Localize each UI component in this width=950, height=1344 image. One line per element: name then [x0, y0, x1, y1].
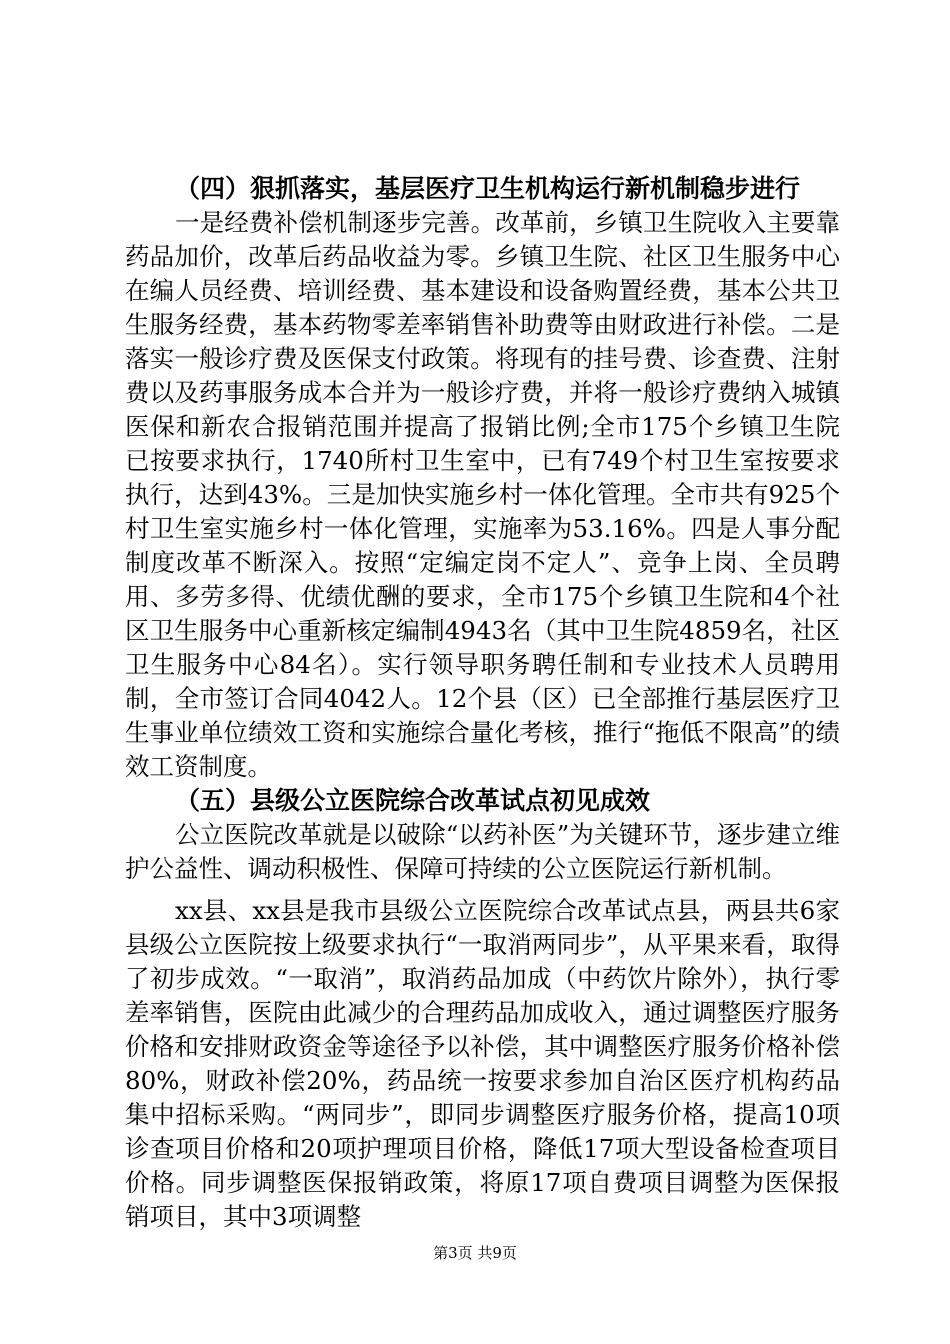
section-heading-5: （五）县级公立医院综合改革试点初见成效 [175, 786, 651, 815]
document-body [125, 172, 840, 1234]
section-5-paragraph-2: xx县、xx县是我市县级公立医院综合改革试点县，两县共6家县级公立医院按上级要求执行“一取消两同步”，从平果来看，取得了初步成效。“一取消”，取消药品加成（中药饮片除外），执行零差率销售，医院由此减少的合理药品加成收入，通过调整医疗服务价格和安排财政资金等途径予以补偿，其中调整医疗服务价格补偿80%，财政补偿20%，药品统一按要求参加自治区医疗机构药品集中招标采购。“两同步”，即同步调整医疗服务价格，提高10项诊查项目价格和20项护理项目价格，降低17项大型设备检查项目价格。同步调整医保报销政策，将原17项自费项目调整为医保报销项目，其中3项调整 [125, 896, 840, 1231]
section-heading-4: （四）狠抓落实，基层医疗卫生机构运行新机制稳步进行 [175, 174, 801, 203]
section-4-paragraph: 一是经费补偿机制逐步完善。改革前，乡镇卫生院收入主要靠药品加价，改革后药品收益为零。乡镇卫生院、社区卫生服务中心在编人员经费、培训经费、基本建设和设备购置经费，基本公共卫生服务经费，基本药物零差率销售补助费等由财政进行补偿。二是落实一般诊疗费及医保支付政策。将现有的挂号费、诊查费、注射费以及药事服务成本合并为一般诊疗费，并将一般诊疗费纳入城镇医保和新农合报销范围并提高了报销比例;全市175个乡镇卫生院已按要求执行，1740所村卫生室中，已有749个村卫生室按要求执行，达到43%。三是加快实施乡村一体化管理。全市共有925个村卫生室实施乡村一体化管理，实施率为53.16%。四是人事分配制度改革不断深入。按照“定编定岗不定人”、竞争上岗、全员聘用、多劳多得、优绩优酬的要求，全市175个乡镇卫生院和4个社区卫生服务中心重新核定编制4943名（其中卫生院4859名，社区卫生服务中心84名）。实行领导职务聘任制和专业技术人员聘用制，全市签订合同4042人。12个县（区）已全部推行基层医疗卫生事业单位绩效工资和实施综合量化考核，推行“拖低不限高”的绩效工资制度。 [125, 208, 840, 781]
section-5-paragraph-1: 公立医院改革就是以破除“以药补医”为关键环节，逐步建立维护公益性、调动积极性、保障可持续的公立医院运行新机制。 [125, 820, 840, 883]
page-number-footer: 第3页 共9页 [433, 1244, 517, 1262]
